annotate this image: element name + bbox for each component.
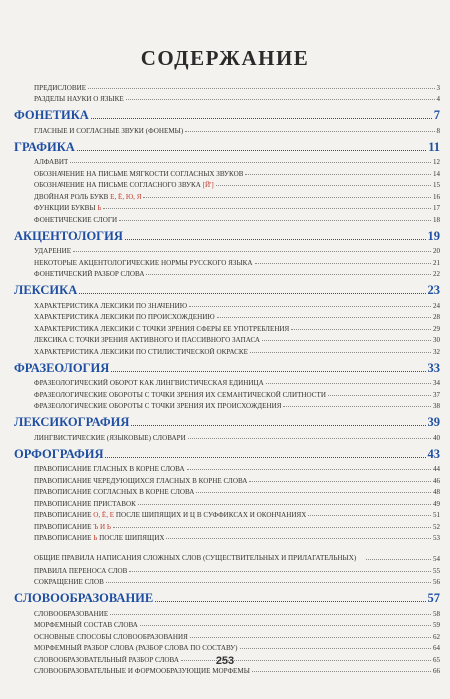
section-title: ФРАЗЕОЛОГИЯ (14, 360, 110, 375)
dot-leader (73, 251, 431, 252)
toc-entry-text: МОРФЕМНЫЙ РАЗБОР СЛОВА (РАЗБОР СЛОВА ПО СОСТАВУ) (34, 644, 238, 652)
toc-entry-label (34, 158, 68, 166)
dot-leader (105, 457, 425, 458)
toc-entry-text: ФРАЗЕОЛОГИЧЕСКИЕ ОБОРОТЫ С ТОЧКИ ЗРЕНИЯ ИХ СЕМАНТИЧЕСКОЙ СЛИТНОСТИ (34, 390, 326, 399)
toc-entry-text: ФОНЕТИЧЕСКИЙ РАЗБОР СЛОВА (34, 270, 145, 278)
section-page-number: 33 (427, 360, 440, 375)
toc-entry-label (34, 434, 186, 442)
section-title: ОРФОГРАФИЯ (14, 446, 104, 461)
toc-entry-label (34, 621, 138, 629)
dot-leader (255, 263, 431, 264)
section-page-number: 43 (427, 446, 440, 461)
dot-leader (252, 671, 431, 672)
toc-page-number: 21 (433, 258, 440, 267)
toc-entry-label (34, 216, 117, 224)
toc-page-number: 16 (433, 192, 440, 201)
dot-leader (262, 340, 431, 341)
toc-entry[interactable] (14, 542, 440, 563)
toc-entry-text: ПРАВОПИСАНИЕ (34, 534, 94, 542)
toc-entry[interactable] (14, 80, 440, 92)
toc-page-number: 14 (433, 169, 440, 178)
dot-leader (283, 406, 431, 407)
dot-leader (308, 515, 431, 516)
toc-entry-label (34, 336, 260, 344)
toc-entry-text: СЛОВООБРАЗОВАТЕЛЬНЫЕ И ФОРМООБРАЗУЮЩИЕ МОРФЕМЫ (34, 667, 250, 675)
toc-entry[interactable] (14, 399, 440, 411)
toc-entry-label (34, 578, 104, 586)
dot-leader (250, 352, 431, 353)
toc-entry[interactable] (14, 166, 440, 178)
toc-entry[interactable] (14, 387, 440, 399)
toc-entry-label (34, 523, 111, 531)
dot-leader (240, 648, 431, 649)
toc-page-number: 48 (433, 488, 440, 496)
section-page-number: 23 (427, 283, 440, 297)
toc-entry-label (34, 302, 187, 310)
toc-entry-text: ФОНЕТИЧЕСКИЕ СЛОГИ (34, 215, 118, 224)
toc-entry-highlight: Ь (97, 204, 102, 212)
toc-page-number: 58 (433, 609, 440, 618)
toc-page-number: 32 (433, 347, 440, 356)
toc-entry[interactable] (14, 575, 440, 587)
toc-page-number: 12 (433, 158, 440, 166)
toc-page-number: 56 (433, 578, 440, 586)
toc-entry-highlight: Ь (93, 534, 98, 542)
toc-entry[interactable] (14, 430, 440, 442)
toc-entry-text: ГЛАСНЫЕ И СОГЛАСНЫЕ ЗВУКИ (ФОНЕМЫ) (34, 126, 184, 135)
toc-entry-text: ЛЕКСИКА С ТОЧКИ ЗРЕНИЯ АКТИВНОГО И ПАССИВНОГО ЗАПАСА (34, 336, 261, 344)
toc-entry[interactable] (14, 189, 440, 201)
toc-entry-highlight: Е, Ё, Ю, Я (110, 192, 142, 201)
toc-entry-text: ОБЩИЕ ПРАВИЛА НАПИСАНИЯ СЛОЖНЫХ СЛОВ (СУЩЕСТВИТЕЛЬНЫХ И ПРИЛАГАТЕЛЬНЫХ) (34, 554, 357, 562)
toc-page-number: 3 (436, 83, 440, 92)
toc-page-number: 38 (433, 402, 440, 410)
toc-entry[interactable] (14, 267, 440, 279)
toc-entry-label (34, 465, 185, 473)
dot-leader (106, 582, 431, 583)
toc-page-number: 55 (433, 566, 440, 575)
toc-entry-text-after: ПОСЛЕ ШИПЯЩИХ И Ц В СУФФИКСАХ И ОКОНЧАНИЯХ (114, 511, 307, 519)
toc-entry-highlight: О, Ё, Е (93, 511, 115, 519)
toc-entry[interactable] (14, 178, 440, 190)
toc-entry-label (34, 633, 188, 641)
toc-entry-text: ПРАВОПИСАНИЕ (34, 511, 94, 519)
dot-leader (77, 150, 426, 151)
dot-leader (185, 131, 434, 132)
toc-entry-label (34, 534, 164, 542)
toc-entry-label (34, 204, 101, 212)
dot-leader (190, 637, 431, 638)
toc-entry[interactable] (14, 92, 440, 104)
dot-leader (291, 329, 431, 330)
toc-entry-text: ХАРАКТЕРИСТИКА ЛЕКСИКИ ПО ЗНАЧЕНИЮ (34, 301, 188, 310)
section-title: АКЦЕНТОЛОГИЯ (14, 228, 123, 243)
toc-page-number: 18 (433, 215, 440, 224)
dot-leader (79, 293, 425, 294)
toc-entry-text: РАЗДЕЛЫ НАУКИ О ЯЗЫКЕ (34, 95, 124, 103)
toc-page-number: 4 (436, 95, 440, 103)
toc-entry-text: ПРАВОПИСАНИЕ ЧЕРЕДУЮЩИХСЯ ГЛАСНЫХ В КОРНЕ СЛОВА (34, 476, 248, 485)
toc-entry-highlight: [Й'] (202, 181, 214, 189)
toc-entry[interactable] (14, 244, 440, 256)
toc-page-number: 30 (433, 336, 440, 344)
toc-entry[interactable] (14, 155, 440, 167)
toc-entry-label (34, 567, 127, 575)
toc-page-number: 64 (433, 644, 440, 652)
toc-entry-text: ПРЕДИСЛОВИЕ (34, 83, 87, 92)
toc-entry[interactable] (14, 310, 440, 322)
dot-leader (249, 481, 431, 482)
toc-entry-text: ПРАВОПИСАНИЕ ПРИСТАВОК (34, 499, 136, 508)
toc-entry-text: ОСНОВНЫЕ СПОСОБЫ СЛОВООБРАЗОВАНИЯ (34, 632, 188, 641)
toc-entry-text: ОБОЗНАЧЕНИЕ НА ПИСЬМЕ МЯГКОСТИ СОГЛАСНЫХ ЗВУКОВ (34, 169, 244, 178)
toc-entry[interactable] (14, 519, 440, 531)
toc-entry[interactable] (14, 641, 440, 653)
toc-entry-label (34, 270, 144, 278)
toc-entry-label (34, 181, 214, 189)
toc-entry-text: АЛФАВИТ (34, 158, 69, 166)
dot-leader (143, 197, 431, 198)
page-number: 253 (215, 655, 235, 667)
dot-leader (138, 504, 431, 505)
toc-entry-text: ПРАВОПИСАНИЕ (34, 522, 94, 531)
toc-entry-label (34, 500, 136, 508)
toc-entry-label (34, 247, 71, 255)
toc-page-number: 51 (433, 511, 440, 519)
toc-page-number: 53 (433, 534, 440, 542)
toc-entry-text: ДВОЙНАЯ РОЛЬ БУКВ (34, 192, 111, 201)
dot-leader (328, 395, 431, 396)
dot-leader (146, 274, 431, 275)
toc-entry-highlight: Ъ И Ь (93, 522, 112, 531)
toc-entry-label (34, 259, 253, 267)
toc-entry[interactable] (14, 485, 440, 497)
toc-entry[interactable] (14, 212, 440, 224)
toc-entry-label (34, 84, 86, 92)
toc-entry-text: СОКРАЩЕНИЕ СЛОВ (34, 578, 104, 586)
toc-entry[interactable] (14, 321, 440, 333)
section-page-number: 57 (427, 591, 440, 605)
toc-page-number: 62 (433, 632, 440, 641)
toc-section-heading[interactable] (14, 227, 440, 244)
toc-page-number: 15 (433, 181, 440, 189)
toc-section-heading[interactable] (14, 445, 440, 462)
toc-section-heading[interactable] (14, 589, 440, 606)
section-title: ФОНЕТИКА (14, 108, 89, 122)
dot-leader (119, 220, 431, 221)
toc-entry-label (34, 610, 108, 618)
page-title: СОДЕРЖАНИЕ (140, 46, 310, 70)
toc-page-number: 44 (433, 465, 440, 473)
toc-entry-label (34, 402, 281, 410)
dot-leader (110, 614, 431, 615)
toc-entry[interactable] (14, 255, 440, 267)
toc-page-number: 24 (433, 301, 440, 310)
toc-page-number: 20 (433, 247, 440, 255)
toc-entry[interactable] (14, 563, 440, 575)
dot-leader (217, 317, 431, 318)
toc-entry-text: ФРАЗЕОЛОГИЧЕСКИЕ ОБОРОТЫ С ТОЧКИ ЗРЕНИЯ ИХ ПРОИСХОЖДЕНИЯ (34, 402, 282, 410)
toc-entry-label (34, 127, 183, 135)
dot-leader (216, 185, 431, 186)
toc-entry[interactable] (14, 629, 440, 641)
toc-entry-text: ПРАВОПИСАНИЕ ГЛАСНЫХ В КОРНЕ СЛОВА (34, 465, 185, 473)
section-page-number: 7 (433, 108, 440, 122)
dot-leader (188, 438, 431, 439)
toc-page-number: 65 (433, 655, 440, 664)
toc-page-number: 28 (433, 313, 440, 321)
toc-entry[interactable] (14, 201, 440, 213)
toc-entry[interactable] (14, 473, 440, 485)
table-of-contents (14, 80, 440, 675)
toc-entry-text: ОБОЗНАЧЕНИЕ НА ПИСЬМЕ СОГЛАСНОГО ЗВУКА (34, 181, 203, 189)
dot-leader (189, 306, 431, 307)
dot-leader (111, 371, 425, 372)
toc-entry[interactable] (14, 123, 440, 135)
dot-leader (70, 162, 431, 163)
toc-entry-text: ЛИНГВИСТИЧЕСКИЕ (ЯЗЫКОВЫЕ) СЛОВАРИ (34, 433, 186, 442)
dot-leader (103, 208, 431, 209)
dot-leader (366, 559, 431, 560)
toc-entry-text: ПРАВИЛА ПЕРЕНОСА СЛОВ (34, 566, 128, 575)
dot-leader (91, 118, 432, 119)
section-title: ГРАФИКА (14, 139, 75, 154)
toc-entry[interactable] (14, 618, 440, 630)
toc-entry-text-after: ПОСЛЕ ШИПЯЩИХ (97, 534, 165, 542)
toc-entry[interactable] (14, 333, 440, 345)
toc-entry[interactable] (14, 606, 440, 618)
toc-entry[interactable] (14, 462, 440, 474)
dot-leader (88, 88, 434, 89)
toc-page-number: 22 (433, 270, 440, 278)
toc-entry-label (34, 477, 247, 485)
toc-section-heading[interactable] (14, 138, 440, 155)
toc-entry-label (34, 193, 141, 201)
section-title: ЛЕКСИКОГРАФИЯ (14, 415, 130, 429)
toc-entry-label (34, 348, 248, 356)
dot-leader (125, 239, 426, 240)
toc-page-number: 52 (433, 522, 440, 531)
section-page-number: 19 (427, 228, 440, 243)
toc-entry[interactable] (14, 496, 440, 508)
toc-entry-text: ХАРАКТЕРИСТИКА ЛЕКСИКИ С ТОЧКИ ЗРЕНИЯ СФЕРЫ ЕЕ УПОТРЕБЛЕНИЯ (34, 324, 290, 333)
dot-leader (196, 492, 431, 493)
toc-entry-label (34, 325, 289, 333)
dot-leader (166, 538, 431, 539)
toc-entry[interactable] (14, 508, 440, 520)
toc-entry-text: СЛОВООБРАЗОВАНИЕ (34, 609, 109, 618)
dot-leader (245, 174, 431, 175)
toc-entry-label (34, 379, 264, 387)
toc-entry-label (34, 95, 124, 103)
toc-page-number: 54 (433, 555, 440, 563)
dot-leader (113, 527, 431, 528)
toc-page-number: 34 (433, 379, 440, 387)
dot-leader (266, 383, 431, 384)
dot-leader (126, 99, 435, 100)
toc-entry-text: МОРФЕМНЫЙ СОСТАВ СЛОВА (34, 621, 138, 629)
toc-entry-label (34, 511, 306, 519)
toc-page-number: 59 (433, 621, 440, 629)
toc-section-heading[interactable] (14, 413, 440, 430)
toc-page-number: 37 (433, 390, 440, 399)
toc-entry[interactable] (14, 298, 440, 310)
toc-page-number: 40 (433, 433, 440, 442)
toc-page-number: 8 (436, 126, 440, 135)
toc-page-number: 49 (433, 499, 440, 508)
toc-entry-text: ПРАВОПИСАНИЕ СОГЛАСНЫХ В КОРНЕ СЛОВА (34, 488, 195, 496)
toc-entry-label (34, 667, 250, 675)
toc-entry-text: ФУНКЦИИ БУКВЫ (34, 204, 98, 212)
toc-section-heading[interactable] (14, 359, 440, 376)
dot-leader (129, 571, 431, 572)
toc-page-number: 66 (433, 667, 440, 675)
toc-entry[interactable] (14, 376, 440, 388)
section-page-number: 11 (428, 139, 440, 154)
dot-leader (140, 625, 431, 626)
toc-entry-label (34, 170, 243, 178)
toc-entry-text: ФРАЗЕОЛОГИЧЕСКИЙ ОБОРОТ КАК ЛИНГВИСТИЧЕСКАЯ ЕДИНИЦА (34, 379, 264, 387)
toc-entry-label (34, 644, 238, 652)
toc-page-number: 29 (433, 324, 440, 333)
toc-entry-label (34, 553, 364, 563)
section-title: ЛЕКСИКА (14, 283, 78, 297)
dot-leader (155, 601, 425, 602)
toc-section-heading[interactable] (14, 106, 440, 123)
toc-entry-text: НЕКОТОРЫЕ АКЦЕНТОЛОГИЧЕСКИЕ НОРМЫ РУССКОГО ЯЗЫКА (34, 258, 253, 267)
toc-entry[interactable] (14, 531, 440, 543)
toc-section-heading[interactable] (14, 281, 440, 298)
toc-entry-label (34, 488, 194, 496)
dot-leader (187, 469, 431, 470)
section-page-number: 39 (427, 415, 440, 429)
toc-entry-text: ХАРАКТЕРИСТИКА ЛЕКСИКИ ПО СТИЛИСТИЧЕСКОЙ ОКРАСКЕ (34, 347, 248, 356)
toc-entry-text: СЛОВООБРАЗОВАТЕЛЬНЫЙ РАЗБОР СЛОВА (34, 655, 179, 664)
toc-entry-text: ХАРАКТЕРИСТИКА ЛЕКСИКИ ПО ПРОИСХОЖДЕНИЮ (34, 313, 215, 321)
toc-entry-label (34, 313, 215, 321)
toc-entry-label (34, 391, 326, 399)
toc-page-number: 46 (433, 476, 440, 485)
toc-page-number: 17 (433, 204, 440, 212)
toc-entry[interactable] (14, 344, 440, 356)
dot-leader (131, 425, 425, 426)
section-title: СЛОВООБРАЗОВАНИЕ (14, 591, 154, 605)
toc-entry-text: УДАРЕНИЕ (34, 247, 72, 255)
